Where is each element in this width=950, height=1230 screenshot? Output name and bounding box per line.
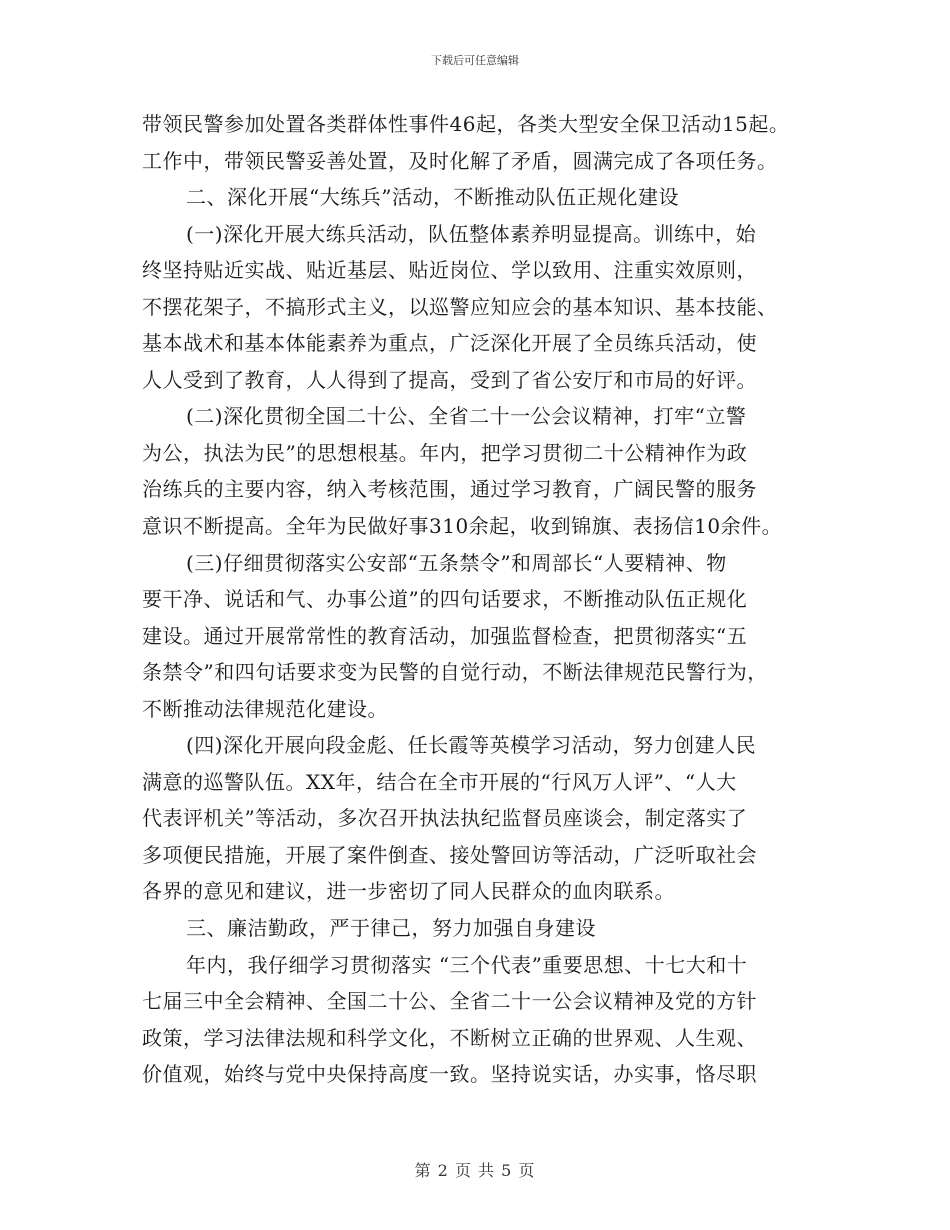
page-footer: 第 2 页 共 5 页 <box>414 1161 536 1180</box>
text-line: 带领民警参加处置各类群体性事件46起，各类大型安全保卫活动15起。 <box>142 112 790 136</box>
text-line: 代表评机关”等活动，多次召开执法执纪监督员座谈会，制定落实了 <box>142 806 748 831</box>
text-line: 人人受到了教育，人人得到了提高，受到了省公安厅和市局的好评。 <box>142 367 757 392</box>
text-line: 多项便民措施，开展了案件倒查、接处警回访等活动，广泛听取社会 <box>142 842 757 867</box>
text-line: 价值观，始终与党中央保持高度一致。坚持说实话，办实事，恪尽职 <box>142 1062 757 1087</box>
page-header: 下载后可任意编辑 <box>431 54 519 67</box>
text-line: 二、深化开展“大练兵”活动，不断推动队伍正规化建设 <box>186 185 679 210</box>
text-line: 不断推动法律规范化建设。 <box>142 696 388 721</box>
text-line: (一)深化开展大练兵活动，队伍整体素养明显提高。训练中，始 <box>186 221 757 246</box>
text-line: 意识不断提高。全年为民做好事310余起，收到锦旗、表扬信10余件。 <box>142 514 783 539</box>
text-line: 三、廉洁勤政，严于律己，努力加强自身建设 <box>186 916 596 941</box>
text-line: (三)仔细贯彻落实公安部“五条禁令”和周部长“人要精神、物 <box>186 550 727 575</box>
text-line: 建设。通过开展常常性的教育活动，加强监督检查，把贯彻落实“五 <box>142 623 748 648</box>
text-line: 满意的巡警队伍。XX年，结合在全市开展的“行风万人评”、“人大 <box>142 769 737 794</box>
text-line: 终坚持贴近实战、贴近基层、贴近岗位、学以致用、注重实效原则， <box>142 258 757 283</box>
text-line: 要干净、说话和气、办事公道”的四句话要求，不断推动队伍正规化 <box>142 587 748 612</box>
text-line: 为公，执法为民”的思想根基。年内，把学习贯彻二十公精神作为政 <box>142 440 748 465</box>
text-line: 基本战术和基本体能素养为重点，广泛深化开展了全员练兵活动，使 <box>142 331 757 356</box>
text-line: 各界的意见和建议，进一步密切了同人民群众的血肉联系。 <box>142 879 675 904</box>
text-line: 工作中，带领民警妥善处置，及时化解了矛盾，圆满完成了各项任务。 <box>142 148 778 173</box>
text-line: (四)深化开展向段金彪、任长霞等英模学习活动，努力创建人民 <box>186 733 757 758</box>
text-line: 七届三中全会精神、全国二十公、全省二十一公会议精神及党的方针 <box>142 989 757 1014</box>
text-line: 条禁令”和四句话要求变为民警的自觉行动，不断法律规范民警行为， <box>142 660 768 685</box>
text-line: 政策，学习法律法规和科学文化，不断树立正确的世界观、人生观、 <box>142 1025 757 1050</box>
text-line: (二)深化贯彻全国二十公、全省二十一公会议精神，打牢“立警 <box>186 404 747 429</box>
text-line: 不摆花架子，不搞形式主义，以巡警应知应会的基本知识、基本技能、 <box>142 294 778 319</box>
document-body <box>142 106 817 1093</box>
text-line: 治练兵的主要内容，纳入考核范围，通过学习教育，广阔民警的服务 <box>142 477 757 502</box>
text-line: 年内，我仔细学习贯彻落实 “三个代表”重要思想、十七大和十 <box>186 952 748 977</box>
